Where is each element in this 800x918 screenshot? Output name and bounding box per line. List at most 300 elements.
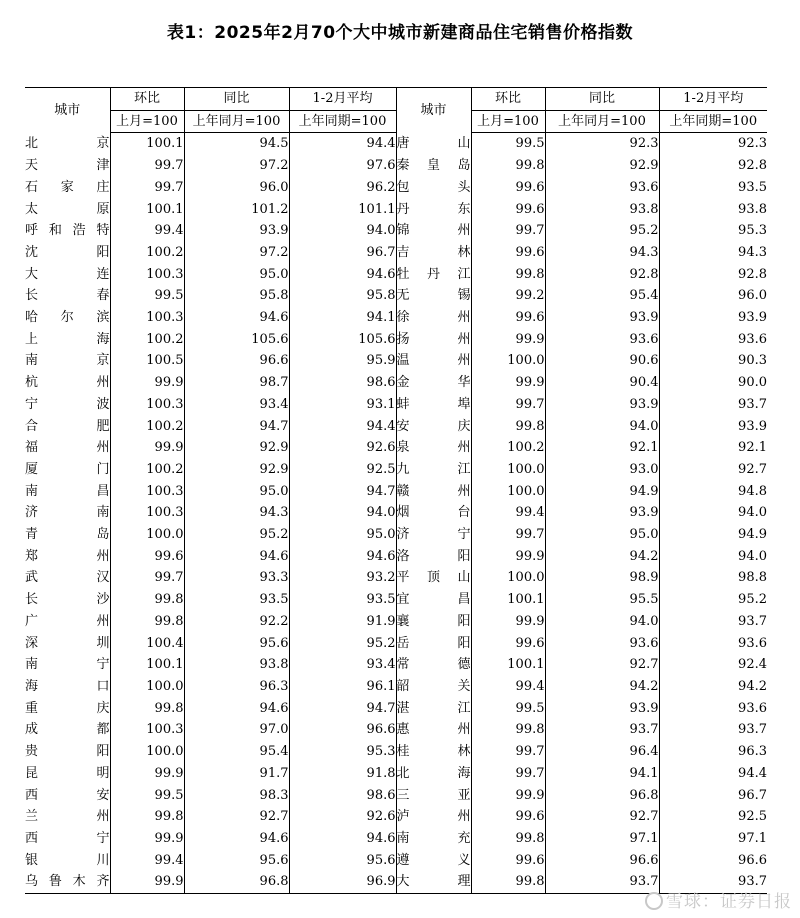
city-cell: 湛江 — [396, 698, 471, 720]
avg-cell: 98.6 — [289, 372, 396, 394]
header-avg-base-left: 上年同期=100 — [289, 110, 396, 133]
city-cell: 广州 — [25, 613, 110, 629]
mom-cell: 99.9 — [110, 763, 184, 785]
mom-cell: 99.8 — [471, 828, 545, 850]
mom-cell: 100.1 — [471, 654, 545, 676]
mom-cell: 99.7 — [471, 220, 545, 242]
yoy-cell: 96.4 — [545, 741, 659, 763]
city-cell: 深圳 — [25, 635, 110, 651]
yoy-cell: 92.2 — [184, 611, 289, 633]
yoy-cell: 94.9 — [545, 481, 659, 503]
header-row-main — [25, 88, 767, 111]
mom-cell: 100.1 — [110, 654, 184, 676]
city-cell: 丹东 — [396, 199, 471, 221]
mom-cell: 100.3 — [110, 264, 184, 286]
yoy-cell: 97.2 — [184, 242, 289, 264]
yoy-cell: 93.9 — [545, 502, 659, 524]
avg-cell: 96.6 — [659, 850, 767, 872]
avg-cell: 105.6 — [289, 329, 396, 351]
yoy-cell: 94.2 — [545, 676, 659, 698]
city-cell: 成都 — [25, 722, 110, 738]
city-cell: 秦皇岛 — [396, 155, 471, 177]
yoy-cell: 93.5 — [184, 589, 289, 611]
avg-cell: 95.2 — [289, 633, 396, 655]
city-cell: 遵义 — [396, 850, 471, 872]
yoy-cell: 92.7 — [545, 806, 659, 828]
header-avg-base-right: 上年同期=100 — [659, 110, 767, 133]
table-row — [25, 676, 767, 698]
yoy-cell: 95.4 — [184, 741, 289, 763]
table-row — [25, 437, 767, 459]
city-cell: 济宁 — [396, 524, 471, 546]
city-cell: 哈尔滨 — [25, 310, 110, 326]
table-row — [25, 654, 767, 676]
mom-cell: 99.4 — [110, 220, 184, 242]
avg-cell: 94.4 — [659, 763, 767, 785]
city-cell: 宜昌 — [396, 589, 471, 611]
table-row — [25, 350, 767, 372]
yoy-cell: 93.9 — [545, 307, 659, 329]
mom-cell: 100.0 — [110, 676, 184, 698]
city-cell: 呼和浩特 — [25, 223, 110, 239]
city-cell: 长沙 — [25, 592, 110, 608]
yoy-cell: 94.0 — [545, 416, 659, 438]
mom-cell: 99.8 — [110, 611, 184, 633]
city-cell: 蚌埠 — [396, 394, 471, 416]
mom-cell: 100.2 — [110, 459, 184, 481]
avg-cell: 94.3 — [659, 242, 767, 264]
table-row — [25, 850, 767, 872]
mom-cell: 99.2 — [471, 285, 545, 307]
city-cell: 南宁 — [25, 657, 110, 673]
table-row — [25, 242, 767, 264]
avg-cell: 92.3 — [659, 133, 767, 155]
city-cell: 石家庄 — [25, 179, 110, 195]
yoy-cell: 94.0 — [545, 611, 659, 633]
yoy-cell: 96.8 — [184, 871, 289, 893]
header-city-right: 城市 — [396, 88, 471, 133]
table-row — [25, 785, 767, 807]
mom-cell: 100.0 — [110, 741, 184, 763]
avg-cell: 94.6 — [289, 264, 396, 286]
avg-cell: 95.3 — [289, 741, 396, 763]
avg-cell: 95.8 — [289, 285, 396, 307]
avg-cell: 94.6 — [289, 546, 396, 568]
yoy-cell: 95.0 — [184, 264, 289, 286]
mom-cell: 99.6 — [471, 199, 545, 221]
yoy-cell: 93.9 — [545, 698, 659, 720]
yoy-cell: 91.7 — [184, 763, 289, 785]
city-cell: 北京 — [25, 136, 110, 152]
avg-cell: 92.4 — [659, 654, 767, 676]
yoy-cell: 93.7 — [545, 871, 659, 893]
mom-cell: 99.6 — [471, 633, 545, 655]
avg-cell: 90.0 — [659, 372, 767, 394]
table-row — [25, 589, 767, 611]
header-yoy-right: 同比 — [545, 88, 659, 111]
header-avg-left: 1-2月平均 — [289, 88, 396, 111]
avg-cell: 94.6 — [289, 828, 396, 850]
mom-cell: 99.8 — [471, 871, 545, 893]
avg-cell: 90.3 — [659, 350, 767, 372]
city-cell: 厦门 — [25, 461, 110, 477]
mom-cell: 99.7 — [471, 763, 545, 785]
table-row — [25, 133, 767, 155]
city-cell: 贵阳 — [25, 744, 110, 760]
yoy-cell: 96.8 — [545, 785, 659, 807]
yoy-cell: 97.0 — [184, 719, 289, 741]
yoy-cell: 96.6 — [545, 850, 659, 872]
avg-cell: 94.0 — [289, 220, 396, 242]
mom-cell: 99.9 — [471, 329, 545, 351]
avg-cell: 96.1 — [289, 676, 396, 698]
city-cell: 惠州 — [396, 719, 471, 741]
header-mom-right: 环比 — [471, 88, 545, 111]
city-cell: 烟台 — [396, 502, 471, 524]
yoy-cell: 94.6 — [184, 307, 289, 329]
yoy-cell: 93.6 — [545, 177, 659, 199]
yoy-cell: 96.0 — [184, 177, 289, 199]
mom-cell: 100.5 — [110, 350, 184, 372]
mom-cell: 99.9 — [471, 546, 545, 568]
mom-cell: 99.8 — [471, 719, 545, 741]
yoy-cell: 95.6 — [184, 633, 289, 655]
header-mom-left: 环比 — [110, 88, 184, 111]
city-cell: 安庆 — [396, 416, 471, 438]
table-row — [25, 220, 767, 242]
city-cell: 合肥 — [25, 418, 110, 434]
table-row — [25, 741, 767, 763]
yoy-cell: 95.2 — [184, 524, 289, 546]
yoy-cell: 92.8 — [545, 264, 659, 286]
avg-cell: 96.6 — [289, 719, 396, 741]
avg-cell: 98.6 — [289, 785, 396, 807]
avg-cell: 92.8 — [659, 155, 767, 177]
table-title: 表1：2025年2月70个大中城市新建商品住宅销售价格指数 — [166, 23, 634, 43]
city-cell: 徐州 — [396, 307, 471, 329]
mom-cell: 99.6 — [471, 307, 545, 329]
city-cell: 泸州 — [396, 806, 471, 828]
yoy-cell: 93.6 — [545, 329, 659, 351]
avg-cell: 94.0 — [289, 502, 396, 524]
yoy-cell: 98.7 — [184, 372, 289, 394]
mom-cell: 99.5 — [110, 785, 184, 807]
city-cell: 乌鲁木齐 — [25, 871, 110, 893]
mom-cell: 100.1 — [110, 199, 184, 221]
table-row — [25, 611, 767, 633]
avg-cell: 94.8 — [659, 481, 767, 503]
mom-cell: 99.7 — [471, 741, 545, 763]
header-yoy-base-left: 上年同月=100 — [184, 110, 289, 133]
city-cell: 长春 — [25, 288, 110, 304]
table-row — [25, 372, 767, 394]
yoy-cell: 93.0 — [545, 459, 659, 481]
city-cell: 重庆 — [25, 700, 110, 716]
city-cell: 大连 — [25, 266, 110, 282]
city-cell: 西宁 — [25, 830, 110, 846]
avg-cell: 93.2 — [289, 567, 396, 589]
table-row — [25, 524, 767, 546]
yoy-cell: 93.3 — [184, 567, 289, 589]
avg-cell: 93.5 — [289, 589, 396, 611]
city-cell: 平顶山 — [396, 567, 471, 589]
yoy-cell: 93.9 — [184, 220, 289, 242]
avg-cell: 92.6 — [289, 806, 396, 828]
table-row — [25, 155, 767, 177]
city-cell: 太原 — [25, 201, 110, 217]
table-row — [25, 177, 767, 199]
yoy-cell: 93.8 — [545, 199, 659, 221]
mom-cell: 99.9 — [110, 437, 184, 459]
mom-cell: 100.0 — [110, 524, 184, 546]
mom-cell: 99.7 — [110, 177, 184, 199]
yoy-cell: 97.2 — [184, 155, 289, 177]
yoy-cell: 95.0 — [545, 524, 659, 546]
yoy-cell: 94.3 — [184, 502, 289, 524]
mom-cell: 99.4 — [110, 850, 184, 872]
mom-cell: 99.8 — [471, 155, 545, 177]
yoy-cell: 92.1 — [545, 437, 659, 459]
avg-cell: 94.0 — [659, 546, 767, 568]
table-row — [25, 633, 767, 655]
avg-cell: 92.8 — [659, 264, 767, 286]
table-row — [25, 394, 767, 416]
yoy-cell: 96.6 — [184, 350, 289, 372]
table-row — [25, 329, 767, 351]
mom-cell: 100.1 — [110, 133, 184, 155]
mom-cell: 100.1 — [471, 589, 545, 611]
yoy-cell: 98.3 — [184, 785, 289, 807]
avg-cell: 93.7 — [659, 611, 767, 633]
city-cell: 襄阳 — [396, 611, 471, 633]
mom-cell: 100.0 — [471, 481, 545, 503]
city-cell: 武汉 — [25, 570, 110, 586]
avg-cell: 94.4 — [289, 416, 396, 438]
avg-cell: 92.1 — [659, 437, 767, 459]
mom-cell: 99.7 — [110, 155, 184, 177]
table-row — [25, 481, 767, 503]
mom-cell: 99.7 — [471, 524, 545, 546]
avg-cell: 96.2 — [289, 177, 396, 199]
table-row — [25, 416, 767, 438]
city-cell: 唐山 — [396, 133, 471, 155]
yoy-cell: 93.6 — [545, 633, 659, 655]
yoy-cell: 92.7 — [545, 654, 659, 676]
avg-cell: 95.6 — [289, 850, 396, 872]
city-cell: 南京 — [25, 353, 110, 369]
mom-cell: 99.8 — [471, 264, 545, 286]
mom-cell: 99.5 — [471, 133, 545, 155]
mom-cell: 99.8 — [110, 698, 184, 720]
city-cell: 温州 — [396, 350, 471, 372]
avg-cell: 93.9 — [659, 307, 767, 329]
yoy-cell: 90.4 — [545, 372, 659, 394]
city-cell: 兰州 — [25, 809, 110, 825]
yoy-cell: 95.8 — [184, 285, 289, 307]
avg-cell: 93.9 — [659, 416, 767, 438]
table-row — [25, 698, 767, 720]
yoy-cell: 95.2 — [545, 220, 659, 242]
mom-cell: 100.3 — [110, 307, 184, 329]
header-city-left: 城市 — [25, 88, 110, 133]
city-cell: 福州 — [25, 440, 110, 456]
mom-cell: 99.7 — [471, 394, 545, 416]
city-cell: 西安 — [25, 787, 110, 803]
city-cell: 吉林 — [396, 242, 471, 264]
mom-cell: 99.9 — [471, 372, 545, 394]
mom-cell: 99.8 — [110, 806, 184, 828]
avg-cell: 97.1 — [659, 828, 767, 850]
avg-cell: 93.7 — [659, 719, 767, 741]
mom-cell: 100.0 — [471, 350, 545, 372]
avg-cell: 92.5 — [289, 459, 396, 481]
avg-cell: 91.9 — [289, 611, 396, 633]
city-cell: 南昌 — [25, 483, 110, 499]
mom-cell: 100.3 — [110, 719, 184, 741]
mom-cell: 100.0 — [471, 459, 545, 481]
avg-cell: 94.1 — [289, 307, 396, 329]
table-row — [25, 546, 767, 568]
avg-cell: 96.0 — [659, 285, 767, 307]
city-cell: 无锡 — [396, 285, 471, 307]
avg-cell: 93.7 — [659, 394, 767, 416]
yoy-cell: 92.9 — [184, 459, 289, 481]
table-row — [25, 307, 767, 329]
avg-cell: 98.8 — [659, 567, 767, 589]
table-row — [25, 828, 767, 850]
mom-cell: 100.3 — [110, 481, 184, 503]
yoy-cell: 93.4 — [184, 394, 289, 416]
city-cell: 大理 — [396, 871, 471, 893]
yoy-cell: 93.8 — [184, 654, 289, 676]
avg-cell: 95.3 — [659, 220, 767, 242]
yoy-cell: 94.3 — [545, 242, 659, 264]
header-mom-base-right: 上月=100 — [471, 110, 545, 133]
mom-cell: 99.9 — [471, 611, 545, 633]
avg-cell: 96.7 — [659, 785, 767, 807]
avg-cell: 101.1 — [289, 199, 396, 221]
mom-cell: 99.6 — [471, 806, 545, 828]
city-cell: 银川 — [25, 852, 110, 868]
yoy-cell: 105.6 — [184, 329, 289, 351]
yoy-cell: 95.4 — [545, 285, 659, 307]
table-row — [25, 502, 767, 524]
mom-cell: 99.8 — [110, 589, 184, 611]
mom-cell: 100.2 — [110, 242, 184, 264]
yoy-cell: 94.1 — [545, 763, 659, 785]
mom-cell: 100.2 — [110, 416, 184, 438]
snowball-logo-icon — [645, 892, 663, 910]
table-row — [25, 719, 767, 741]
avg-cell: 95.2 — [659, 589, 767, 611]
yoy-cell: 98.9 — [545, 567, 659, 589]
mom-cell: 100.3 — [110, 394, 184, 416]
avg-cell: 94.2 — [659, 676, 767, 698]
yoy-cell: 94.6 — [184, 698, 289, 720]
mom-cell: 99.8 — [471, 416, 545, 438]
city-cell: 岳阳 — [396, 633, 471, 655]
avg-cell: 93.7 — [659, 871, 767, 893]
city-cell: 济南 — [25, 505, 110, 521]
mom-cell: 99.5 — [471, 698, 545, 720]
avg-cell: 93.1 — [289, 394, 396, 416]
mom-cell: 99.5 — [110, 285, 184, 307]
avg-cell: 96.7 — [289, 242, 396, 264]
table-row — [25, 264, 767, 286]
yoy-cell: 101.2 — [184, 199, 289, 221]
mom-cell: 99.4 — [471, 676, 545, 698]
city-cell: 赣州 — [396, 481, 471, 503]
yoy-cell: 93.7 — [545, 719, 659, 741]
avg-cell: 93.6 — [659, 698, 767, 720]
watermark — [645, 887, 792, 912]
mom-cell: 99.9 — [471, 785, 545, 807]
city-cell: 南充 — [396, 828, 471, 850]
yoy-cell: 94.5 — [184, 133, 289, 155]
mom-cell: 100.2 — [110, 329, 184, 351]
avg-cell: 94.7 — [289, 698, 396, 720]
yoy-cell: 95.0 — [184, 481, 289, 503]
avg-cell: 94.7 — [289, 481, 396, 503]
mom-cell: 99.7 — [110, 567, 184, 589]
table-row — [25, 199, 767, 221]
city-cell: 海口 — [25, 678, 110, 694]
yoy-cell: 90.6 — [545, 350, 659, 372]
yoy-cell: 93.9 — [545, 394, 659, 416]
table-row — [25, 567, 767, 589]
mom-cell: 99.9 — [110, 871, 184, 893]
avg-cell: 93.5 — [659, 177, 767, 199]
city-cell: 青岛 — [25, 527, 110, 543]
city-cell: 九江 — [396, 459, 471, 481]
city-cell: 天津 — [25, 158, 110, 174]
yoy-cell: 92.9 — [184, 437, 289, 459]
city-cell: 洛阳 — [396, 546, 471, 568]
header-mom-base-left: 上月=100 — [110, 110, 184, 133]
avg-cell: 91.8 — [289, 763, 396, 785]
avg-cell: 95.0 — [289, 524, 396, 546]
mom-cell: 100.2 — [471, 437, 545, 459]
city-cell: 沈阳 — [25, 244, 110, 260]
yoy-cell: 94.6 — [184, 546, 289, 568]
avg-cell: 96.3 — [659, 741, 767, 763]
yoy-cell: 94.2 — [545, 546, 659, 568]
avg-cell: 94.0 — [659, 502, 767, 524]
yoy-cell: 92.9 — [545, 155, 659, 177]
avg-cell: 93.8 — [659, 199, 767, 221]
city-cell: 宁波 — [25, 396, 110, 412]
yoy-cell: 94.6 — [184, 828, 289, 850]
table-row — [25, 806, 767, 828]
city-cell: 常德 — [396, 654, 471, 676]
city-cell: 昆明 — [25, 765, 110, 781]
price-index-table — [25, 87, 767, 894]
city-cell: 锦州 — [396, 220, 471, 242]
avg-cell: 93.6 — [659, 633, 767, 655]
table-row — [25, 763, 767, 785]
yoy-cell: 97.1 — [545, 828, 659, 850]
avg-cell: 92.7 — [659, 459, 767, 481]
avg-cell: 96.9 — [289, 871, 396, 893]
yoy-cell: 92.7 — [184, 806, 289, 828]
mom-cell: 100.4 — [110, 633, 184, 655]
header-yoy-left: 同比 — [184, 88, 289, 111]
yoy-cell: 95.6 — [184, 850, 289, 872]
city-cell: 北海 — [396, 763, 471, 785]
mom-cell: 100.3 — [110, 502, 184, 524]
yoy-cell: 96.3 — [184, 676, 289, 698]
yoy-cell: 92.3 — [545, 133, 659, 155]
